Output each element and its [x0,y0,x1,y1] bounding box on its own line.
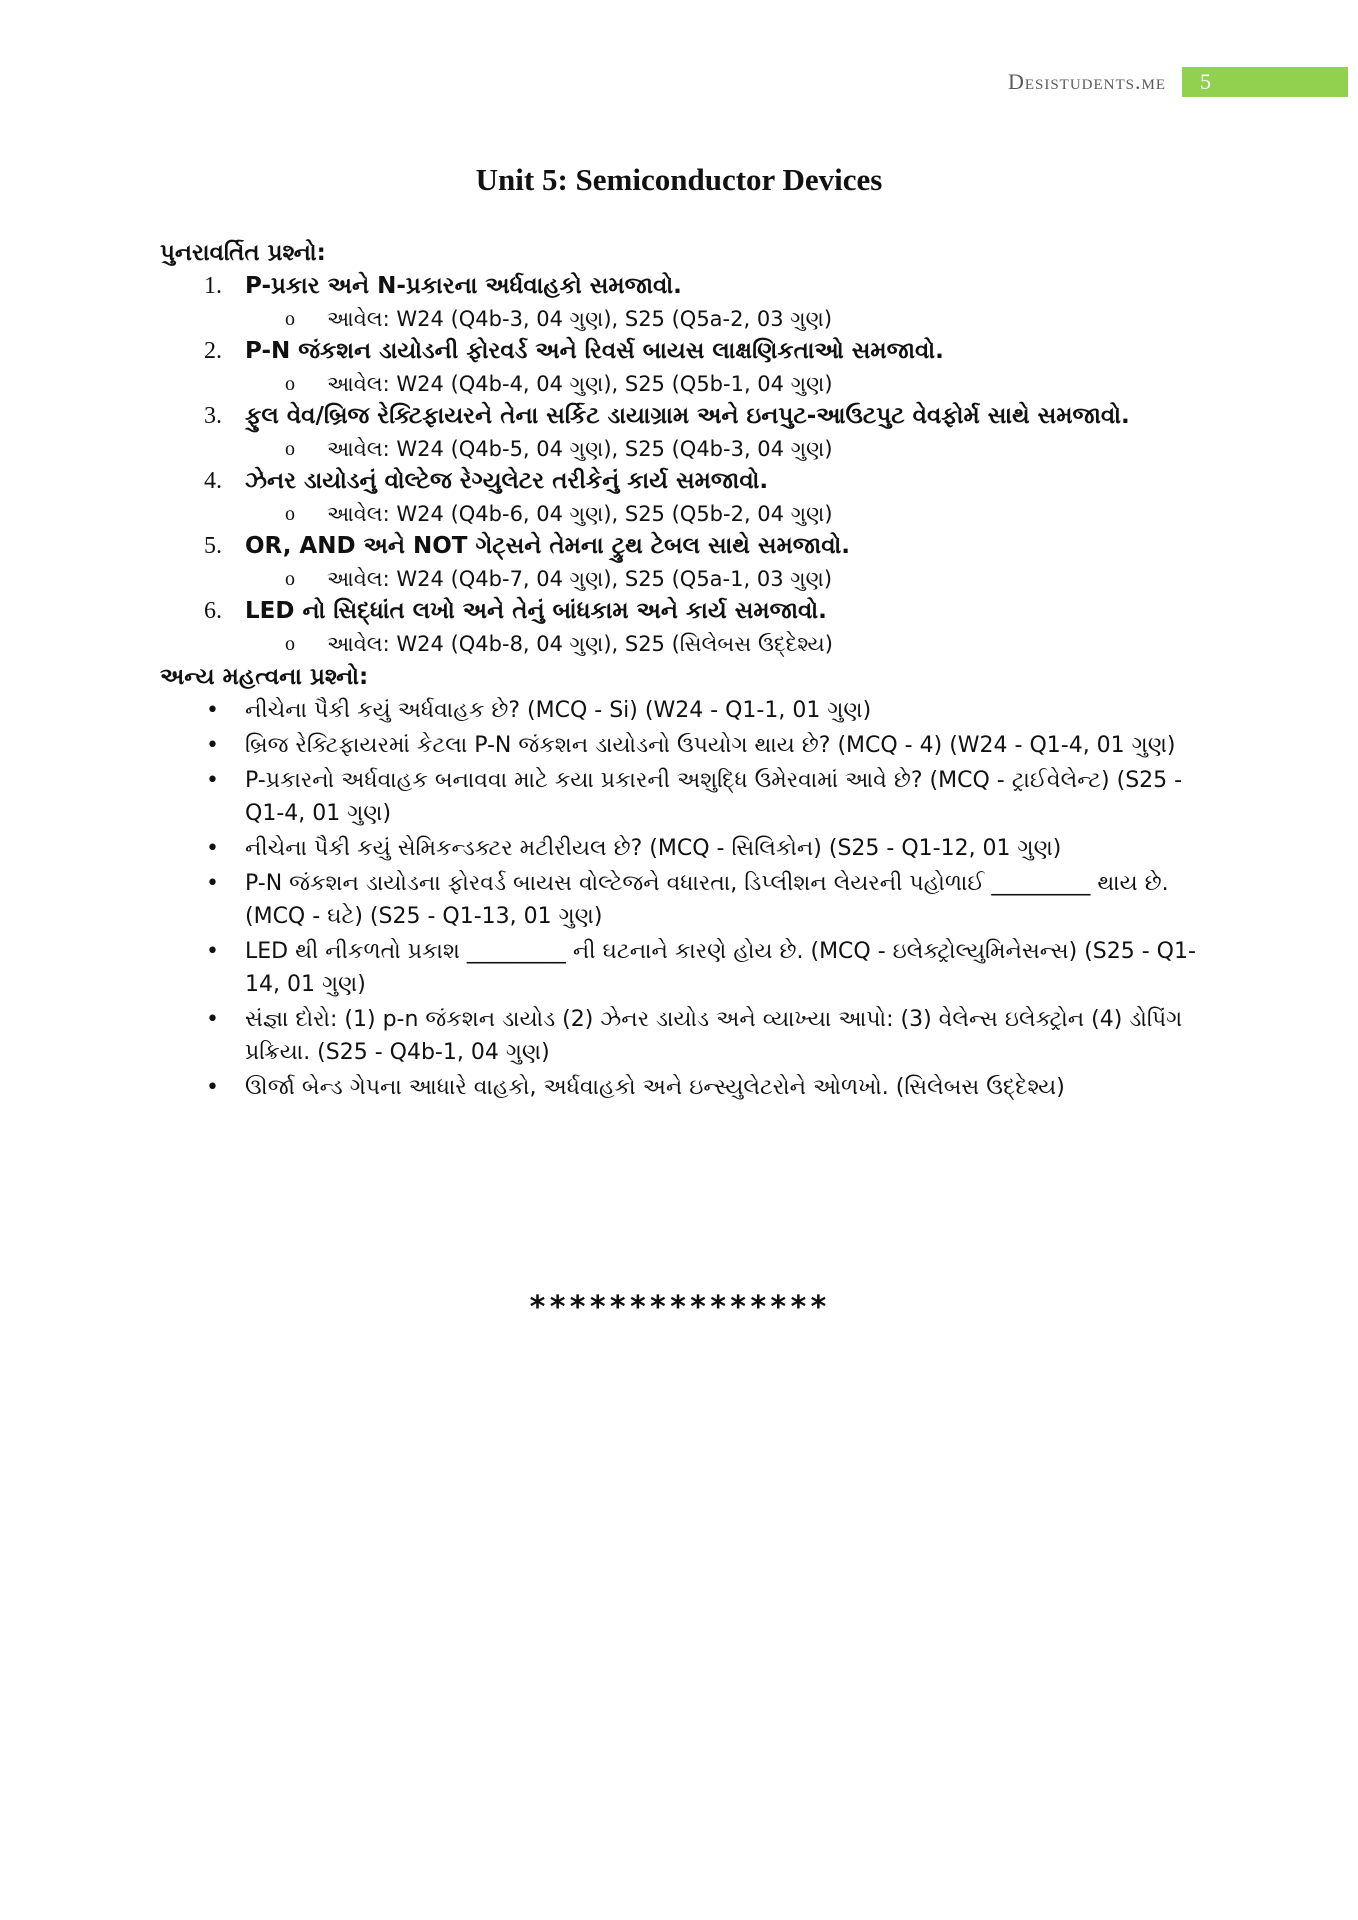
question-text: P-N જંકશન ડાયોડની ફોરવર્ડ અને રિવર્સ બાયસ લાક્ષણિકતાઓ સમજાવો. [245,338,944,364]
repeated-questions-heading: પુનરાવર્તિત પ્રશ્નો: [160,240,326,266]
asked-in [245,433,1220,465]
list-item-text: નીચેના પૈકી કયું અર્ધવાહક છે? (MCQ - Si) (W24 - Q1-1, 01 ગુણ) [245,698,872,723]
asked-in [245,368,1220,400]
unit-title: Unit 5: Semiconductor Devices [475,162,883,197]
asked-in-text: આવેલ: W24 (Q4b-6, 04 ગુણ), S25 (Q5b-2, 04 ગુણ) [327,502,833,526]
circle-bullet-icon: o [285,308,295,330]
asked-in-text: આવેલ: W24 (Q4b-5, 04 ગુણ), S25 (Q4b-3, 04 ગુણ) [327,437,833,461]
asked-in-text: આવેલ: W24 (Q4b-8, 04 ગુણ), S25 (સિલેબસ ઉદ્દેશ્ય) [327,632,833,656]
list-item-text: સંજ્ઞા દોરો: (1) p-n જંકશન ડાયોડ (2) ઝેનર ડાયોડ અને વ્યાખ્યા આપો: (3) વેલેન્સ ઇલેક્ટ્રોન (4) ડોપિંગ પ્રક્રિયા. (S25 - Q4b-1, 04 ગુણ) [245,1007,1183,1065]
list-item-text: બ્રિજ રેક્ટિફાયરમાં કેટલા P-N જંકશન ડાયોડનો ઉપયોગ થાય છે? (MCQ - 4) (W24 - Q1-4, 01 ગુણ) [245,733,1176,758]
question-text: P-પ્રકાર અને N-પ્રકારના અર્ધવાહકો સમજાવો. [245,273,682,299]
asked-in-text: આવેલ: W24 (Q4b-3, 04 ગુણ), S25 (Q5a-2, 03 ગુણ) [327,307,833,331]
bullet-icon: • [206,1075,219,1100]
list-item [160,764,1220,830]
list-item-text: નીચેના પૈકી કયું સેમિકન્ડક્ટર મટીરીયલ છે? (MCQ - સિલિકોન) (S25 - Q1-12, 01 ગુણ) [245,836,1062,861]
end-marker: *************** [528,1290,830,1325]
list-item [160,1071,1220,1104]
question-number: 5. [204,533,222,559]
asked-in [245,498,1220,530]
question-text: OR, AND અને NOT ગેટ્સને તેમના ટ્રુથ ટેબલ સાથે સમજાવો. [245,533,851,559]
bullet-icon: • [206,939,219,964]
bullet-icon: • [206,733,219,758]
question-text: ફુલ વેવ/બ્રિજ રેક્ટિફાયરને તેના સર્કિટ ડાયાગ્રામ અને ઇનપુટ-આઉટપુટ વેવફોર્મ સાથે સમજાવો. [245,403,1130,429]
list-item [160,867,1220,933]
repeated-question [160,270,1220,335]
other-questions-heading: અન્ય મહત્વના પ્રશ્નો: [160,664,369,690]
repeated-question [160,595,1220,660]
repeated-question [160,465,1220,530]
asked-in [245,303,1220,335]
list-item [160,935,1220,1001]
bullet-icon: • [206,768,219,793]
question-number: 1. [204,273,222,299]
page-header [1008,66,1348,98]
circle-bullet-icon: o [285,633,295,655]
circle-bullet-icon: o [285,438,295,460]
bullet-icon: • [206,871,219,896]
repeated-question [160,530,1220,595]
other-questions-list [160,694,1220,1104]
question-text: ઝેનર ડાયોડનું વોલ્ટેજ રેગ્યુલેટર તરીકેનું કાર્ય સમજાવો. [245,468,769,494]
asked-in-text: આવેલ: W24 (Q4b-7, 04 ગુણ), S25 (Q5a-1, 03 ગુણ) [327,567,833,591]
repeated-question [160,400,1220,465]
circle-bullet-icon: o [285,503,295,525]
list-item-text: P-N જંકશન ડાયોડના ફોરવર્ડ બાયસ વોલ્ટેજને વધારતા, ડિપ્લીશન લેયરની પહોળાઈ _________ થાય છે. (MCQ - ઘટે) (S25 - Q1-13, 01 ગુણ) [245,871,1169,929]
repeated-question [160,335,1220,400]
list-item [160,832,1220,865]
list-item [160,1003,1220,1069]
question-number: 2. [204,338,222,364]
question-number: 6. [204,598,222,624]
list-item-text: P-પ્રકારનો અર્ધવાહક બનાવવા માટે કયા પ્રકારની અશુદ્ધિ ઉમેરવામાં આવે છે? (MCQ - ટ્રાઈવેલેન્ટ) (S25 - Q1-4, 01 ગુણ) [245,768,1183,826]
question-text: LED નો સિદ્ધાંત લખો અને તેનું બાંધકામ અને કાર્ય સમજાવો. [245,598,827,624]
list-item-text: ઊર્જા બેન્ડ ગેપના આધારે વાહકો, અર્ધવાહકો અને ઇન્સ્યુલેટરોને ઓળખો. (સિલેબસ ઉદ્દેશ્ય) [245,1075,1065,1100]
bullet-icon: • [206,698,219,723]
asked-in-text: આવેલ: W24 (Q4b-4, 04 ગુણ), S25 (Q5b-1, 04 ગુણ) [327,372,833,396]
list-item-text: LED થી નીકળતો પ્રકાશ _________ ની ઘટનાને કારણે હોય છે. (MCQ - ઇલેક્ટ્રોલ્યુમિનેસન્સ) (S25 - Q1-14, 01 ગુણ) [245,939,1196,997]
repeated-questions-list [160,270,1220,660]
list-item [160,729,1220,762]
bullet-icon: • [206,836,219,861]
circle-bullet-icon: o [285,373,295,395]
asked-in [245,563,1220,595]
bullet-icon: • [206,1007,219,1032]
circle-bullet-icon: o [285,568,295,590]
page-number-badge: 5 [1182,67,1348,97]
site-name: Desistudents.me [1007,69,1166,94]
document-body [160,236,1220,1106]
question-number: 3. [204,403,222,429]
asked-in [245,628,1220,660]
question-number: 4. [204,468,222,494]
list-item [160,694,1220,727]
